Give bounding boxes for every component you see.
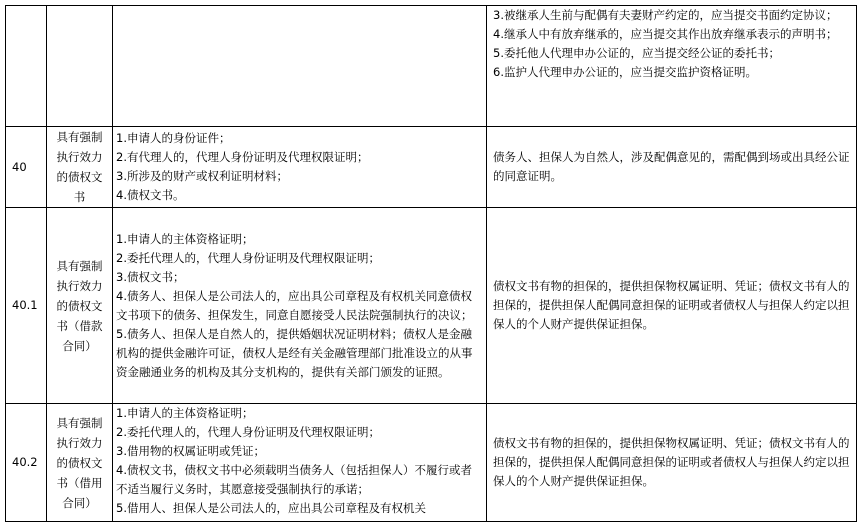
requirement-line: 4.债务人、担保人是公司法人的，应出具公司章程及有权机关同意债权文书项下的债务、担保发生，同意自愿接受人民法院强制执行的决议； <box>116 288 473 322</box>
row-number: 40.1 <box>6 208 47 404</box>
row-number: 40.2 <box>6 404 47 522</box>
requirement-line: 2.有代理人的，代理人身份证明及代理权限证明； <box>116 150 369 164</box>
requirement-line: 3.债权文书； <box>116 269 185 284</box>
requirement-line: 3.借用物的权属证明或凭证； <box>116 444 265 458</box>
table-row <box>6 208 857 404</box>
required-materials <box>113 208 487 404</box>
requirement-line: 4.债权文书。 <box>116 188 185 202</box>
note-line: 债权文书有物的担保的，提供担保物权属证明、凭证；债权文书有人的担保的，提供担保人配偶同意担保的证明或者债权人与担保人约定以担保人的个人财产提供保证担保。 <box>493 436 850 488</box>
note-line: 债务人、担保人为自然人，涉及配偶意见的，需配偶到场或出具经公证的同意证明。 <box>493 150 850 183</box>
requirement-line: 3.所涉及的财产或权利证明材料； <box>116 169 288 183</box>
notes-cell <box>487 404 857 522</box>
row-number: 40 <box>6 127 47 208</box>
requirement-line: 5.借用人、担保人是公司法人的，应出具公司章程及有权机关 <box>116 501 426 515</box>
requirement-line: 4.债权文书，债权文书中必须载明当债务人（包括担保人）不履行或者不适当履行义务时，其愿意接受强制执行的承诺； <box>116 463 472 496</box>
requirement-line: 2.委托代理人的，代理人身份证明及代理权限证明； <box>116 250 380 265</box>
requirement-line: 1.申请人的主体资格证明； <box>116 406 254 420</box>
note-line: 债权文书有物的担保的，提供担保物权属证明、凭证；债权文书有人的担保的，提供担保人配偶同意担保的证明或者债权人与担保人约定以担保人的个人财产提供保证担保。 <box>493 279 850 331</box>
requirement-line: 1.申请人的主体资格证明； <box>116 231 254 246</box>
required-materials <box>113 404 487 522</box>
table-row <box>6 6 857 127</box>
notary-type: 具有强制执行效力的债权文书（借用合同） <box>47 404 113 522</box>
required-materials <box>113 127 487 208</box>
notary-type: 具有强制执行效力的债权文书（借款合同） <box>47 208 113 404</box>
row-number <box>6 6 47 127</box>
requirement-line: 1.申请人的身份证件； <box>116 131 231 145</box>
note-line: 6.监护人代理申办公证的，应当提交监护资格证明。 <box>493 65 757 79</box>
note-line: 3.被继承人生前与配偶有夫妻财产约定的，应当提交书面约定协议； <box>493 8 838 22</box>
notary-type <box>47 6 113 127</box>
notary-materials-table <box>5 5 857 522</box>
notary-type: 具有强制执行效力的债权文书 <box>47 127 113 208</box>
table-row <box>6 404 857 522</box>
note-line: 4.继承人中有放弃继承的，应当提交其作出放弃继承表示的声明书； <box>493 27 838 41</box>
requirement-line: 2.委托代理人的，代理人身份证明及代理权限证明； <box>116 425 380 439</box>
notes-cell <box>487 208 857 404</box>
notes-cell <box>487 6 857 127</box>
table-row <box>6 127 857 208</box>
requirement-line: 5.债务人、担保人是自然人的，提供婚姻状况证明材料；债权人是金融机构的提供金融许可证，债权人是经有关金融管理部门批准设立的从事资金融通业务的机构及其分支机构的，提供有关部门颁发的证照。 <box>116 326 473 379</box>
required-materials <box>113 6 487 127</box>
notes-cell <box>487 127 857 208</box>
note-line: 5.委托他人代理申办公证的，应当提交经公证的委托书； <box>493 46 780 60</box>
